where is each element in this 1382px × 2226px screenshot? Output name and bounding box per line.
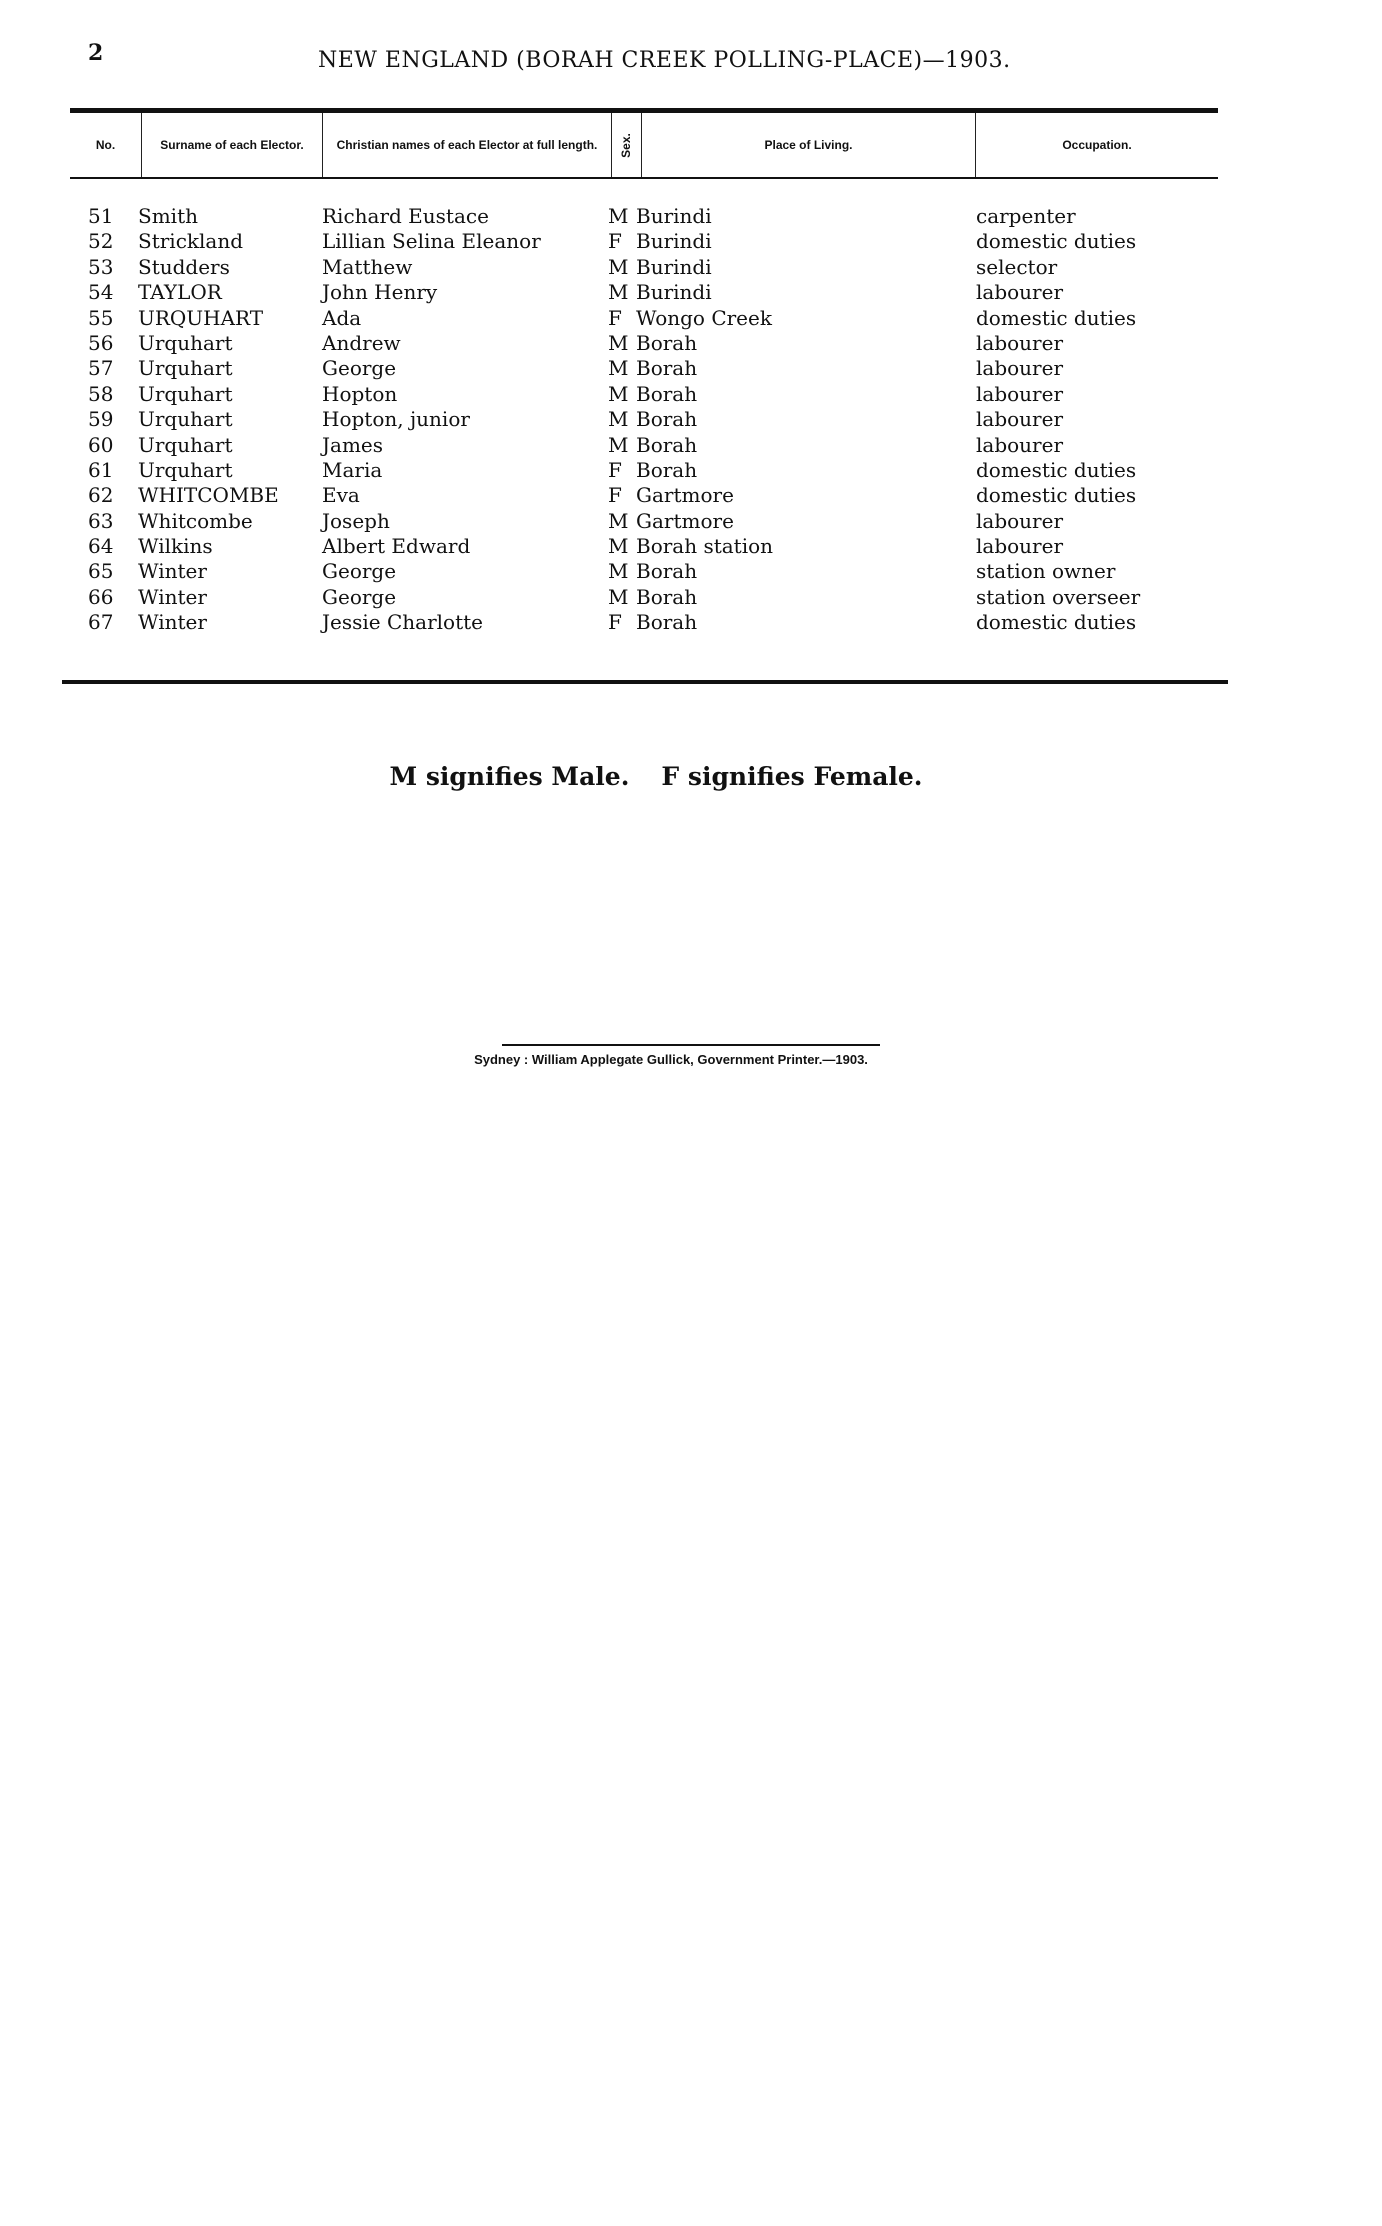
cell-sex: M: [608, 407, 629, 432]
header-christian-names: Christian names of each Elector at full length.: [323, 113, 612, 177]
cell-surname: Winter: [138, 559, 207, 584]
cell-sex: M: [608, 584, 629, 609]
cell-surname: Urquhart: [138, 432, 233, 457]
cell-christian-names: George: [322, 356, 397, 381]
table-row: [70, 534, 1218, 559]
cell-surname: Wilkins: [138, 534, 213, 559]
cell-place: Borah: [636, 584, 698, 609]
legend-male: M signifies Male.: [389, 762, 630, 791]
table-row: [70, 356, 1218, 381]
header-place: Place of Living.: [642, 113, 976, 177]
table-row: [70, 483, 1218, 508]
legend-female: F signifies Female.: [661, 762, 923, 791]
cell-no: 53: [88, 254, 114, 279]
cell-sex: M: [608, 432, 629, 457]
cell-surname: WHITCOMBE: [138, 483, 279, 508]
table-row: [70, 280, 1218, 305]
page-title: NEW ENGLAND (BORAH CREEK POLLING-PLACE)—1903.: [318, 48, 1011, 73]
cell-christian-names: Richard Eustace: [322, 204, 489, 228]
cell-christian-names: Joseph: [322, 508, 390, 533]
cell-sex: M: [608, 330, 629, 355]
cell-sex: F: [608, 610, 622, 635]
cell-no: 59: [88, 407, 114, 432]
cell-place: Borah: [636, 432, 698, 457]
table-row: [70, 585, 1218, 610]
header-sex: [612, 113, 642, 177]
cell-sex: M: [608, 356, 629, 381]
cell-christian-names: George: [322, 584, 397, 609]
cell-place: Borah station: [636, 534, 774, 559]
cell-surname: Winter: [138, 584, 207, 609]
cell-occupation: labourer: [976, 432, 1064, 457]
table-row: [70, 229, 1218, 254]
cell-surname: Urquhart: [138, 330, 233, 355]
cell-sex: M: [608, 381, 629, 406]
cell-sex: M: [608, 534, 629, 559]
cell-surname: Studders: [138, 254, 230, 279]
table-row: [70, 306, 1218, 331]
cell-place: Borah: [636, 457, 698, 482]
cell-no: 52: [88, 229, 114, 254]
cell-surname: Smith: [138, 204, 198, 228]
table-bottom-rule: [62, 680, 1228, 684]
cell-place: Borah: [636, 330, 698, 355]
cell-christian-names: Albert Edward: [322, 534, 471, 559]
cell-christian-names: Lillian Selina Eleanor: [322, 229, 541, 254]
cell-christian-names: Matthew: [322, 254, 413, 279]
cell-surname: Winter: [138, 610, 207, 635]
cell-sex: F: [608, 305, 622, 330]
cell-no: 66: [88, 584, 114, 609]
cell-occupation: station owner: [976, 559, 1116, 584]
cell-place: Burindi: [636, 254, 712, 279]
cell-occupation: domestic duties: [976, 483, 1137, 508]
cell-no: 58: [88, 381, 114, 406]
table-row: [70, 610, 1218, 635]
cell-sex: M: [608, 254, 629, 279]
cell-christian-names: George: [322, 559, 397, 584]
cell-occupation: domestic duties: [976, 305, 1137, 330]
cell-occupation: selector: [976, 254, 1058, 279]
table-row: [70, 255, 1218, 280]
cell-sex: F: [608, 483, 622, 508]
header-occupation: Occupation.: [1062, 137, 1132, 152]
cell-sex: M: [608, 559, 629, 584]
cell-occupation: domestic duties: [976, 229, 1137, 254]
table-row: [70, 204, 1218, 229]
cell-occupation: labourer: [976, 330, 1064, 355]
header-surname: Surname of each Elector.: [142, 113, 323, 177]
cell-no: 56: [88, 330, 114, 355]
page-number: 2: [88, 40, 104, 66]
cell-christian-names: Ada: [322, 305, 362, 330]
cell-surname: Strickland: [138, 229, 244, 254]
cell-no: 67: [88, 610, 114, 635]
table-row: [70, 382, 1218, 407]
cell-sex: F: [608, 229, 622, 254]
cell-occupation: carpenter: [976, 204, 1076, 228]
cell-surname: Urquhart: [138, 407, 233, 432]
cell-surname: URQUHART: [138, 305, 264, 330]
cell-place: Borah: [636, 381, 698, 406]
cell-no: 63: [88, 508, 114, 533]
table-row: [70, 509, 1218, 534]
cell-sex: F: [608, 457, 622, 482]
cell-place: Burindi: [636, 204, 712, 228]
table-row: [70, 458, 1218, 483]
cell-place: Borah: [636, 356, 698, 381]
cell-occupation: labourer: [976, 280, 1064, 305]
printer-imprint: Sydney : William Applegate Gullick, Government Printer.—1903.: [474, 1052, 868, 1067]
cell-occupation: labourer: [976, 356, 1064, 381]
elector-rows: [70, 204, 1218, 636]
cell-place: Burindi: [636, 229, 712, 254]
cell-christian-names: Andrew: [322, 330, 401, 355]
cell-place: Gartmore: [636, 483, 734, 508]
cell-christian-names: Eva: [322, 483, 360, 508]
cell-no: 57: [88, 356, 114, 381]
cell-occupation: domestic duties: [976, 610, 1137, 635]
table-row: [70, 407, 1218, 432]
cell-place: Gartmore: [636, 508, 734, 533]
table-row: [70, 559, 1218, 584]
cell-christian-names: Maria: [322, 457, 383, 482]
cell-christian-names: Hopton, junior: [322, 407, 470, 432]
cell-christian-names: James: [322, 432, 384, 457]
cell-christian-names: Jessie Charlotte: [322, 610, 483, 635]
cell-surname: Whitcombe: [138, 508, 253, 533]
cell-sex: M: [608, 280, 629, 305]
cell-surname: Urquhart: [138, 356, 233, 381]
cell-no: 51: [88, 204, 114, 228]
header-no: No.: [70, 113, 142, 177]
table-row: [70, 433, 1218, 458]
imprint-rule: [502, 1044, 880, 1046]
cell-surname: TAYLOR: [138, 280, 222, 305]
cell-place: Burindi: [636, 280, 712, 305]
cell-surname: Urquhart: [138, 457, 233, 482]
cell-occupation: domestic duties: [976, 457, 1137, 482]
cell-place: Borah: [636, 407, 698, 432]
cell-occupation: labourer: [976, 508, 1064, 533]
cell-sex: M: [608, 508, 629, 533]
cell-no: 60: [88, 432, 114, 457]
table-row: [70, 331, 1218, 356]
table-header: [70, 113, 1218, 179]
cell-christian-names: John Henry: [322, 280, 438, 305]
cell-no: 61: [88, 457, 114, 482]
cell-place: Wongo Creek: [636, 305, 772, 330]
cell-occupation: labourer: [976, 534, 1064, 559]
cell-place: Borah: [636, 559, 698, 584]
header-sex-label: Sex.: [619, 132, 633, 158]
sex-legend: [0, 762, 1382, 791]
cell-christian-names: Hopton: [322, 381, 398, 406]
cell-occupation: station overseer: [976, 584, 1141, 609]
cell-sex: M: [608, 204, 629, 228]
cell-no: 54: [88, 280, 114, 305]
cell-no: 64: [88, 534, 114, 559]
cell-place: Borah: [636, 610, 698, 635]
cell-no: 65: [88, 559, 114, 584]
cell-occupation: labourer: [976, 381, 1064, 406]
cell-no: 55: [88, 305, 114, 330]
cell-occupation: labourer: [976, 407, 1064, 432]
cell-no: 62: [88, 483, 114, 508]
cell-surname: Urquhart: [138, 381, 233, 406]
